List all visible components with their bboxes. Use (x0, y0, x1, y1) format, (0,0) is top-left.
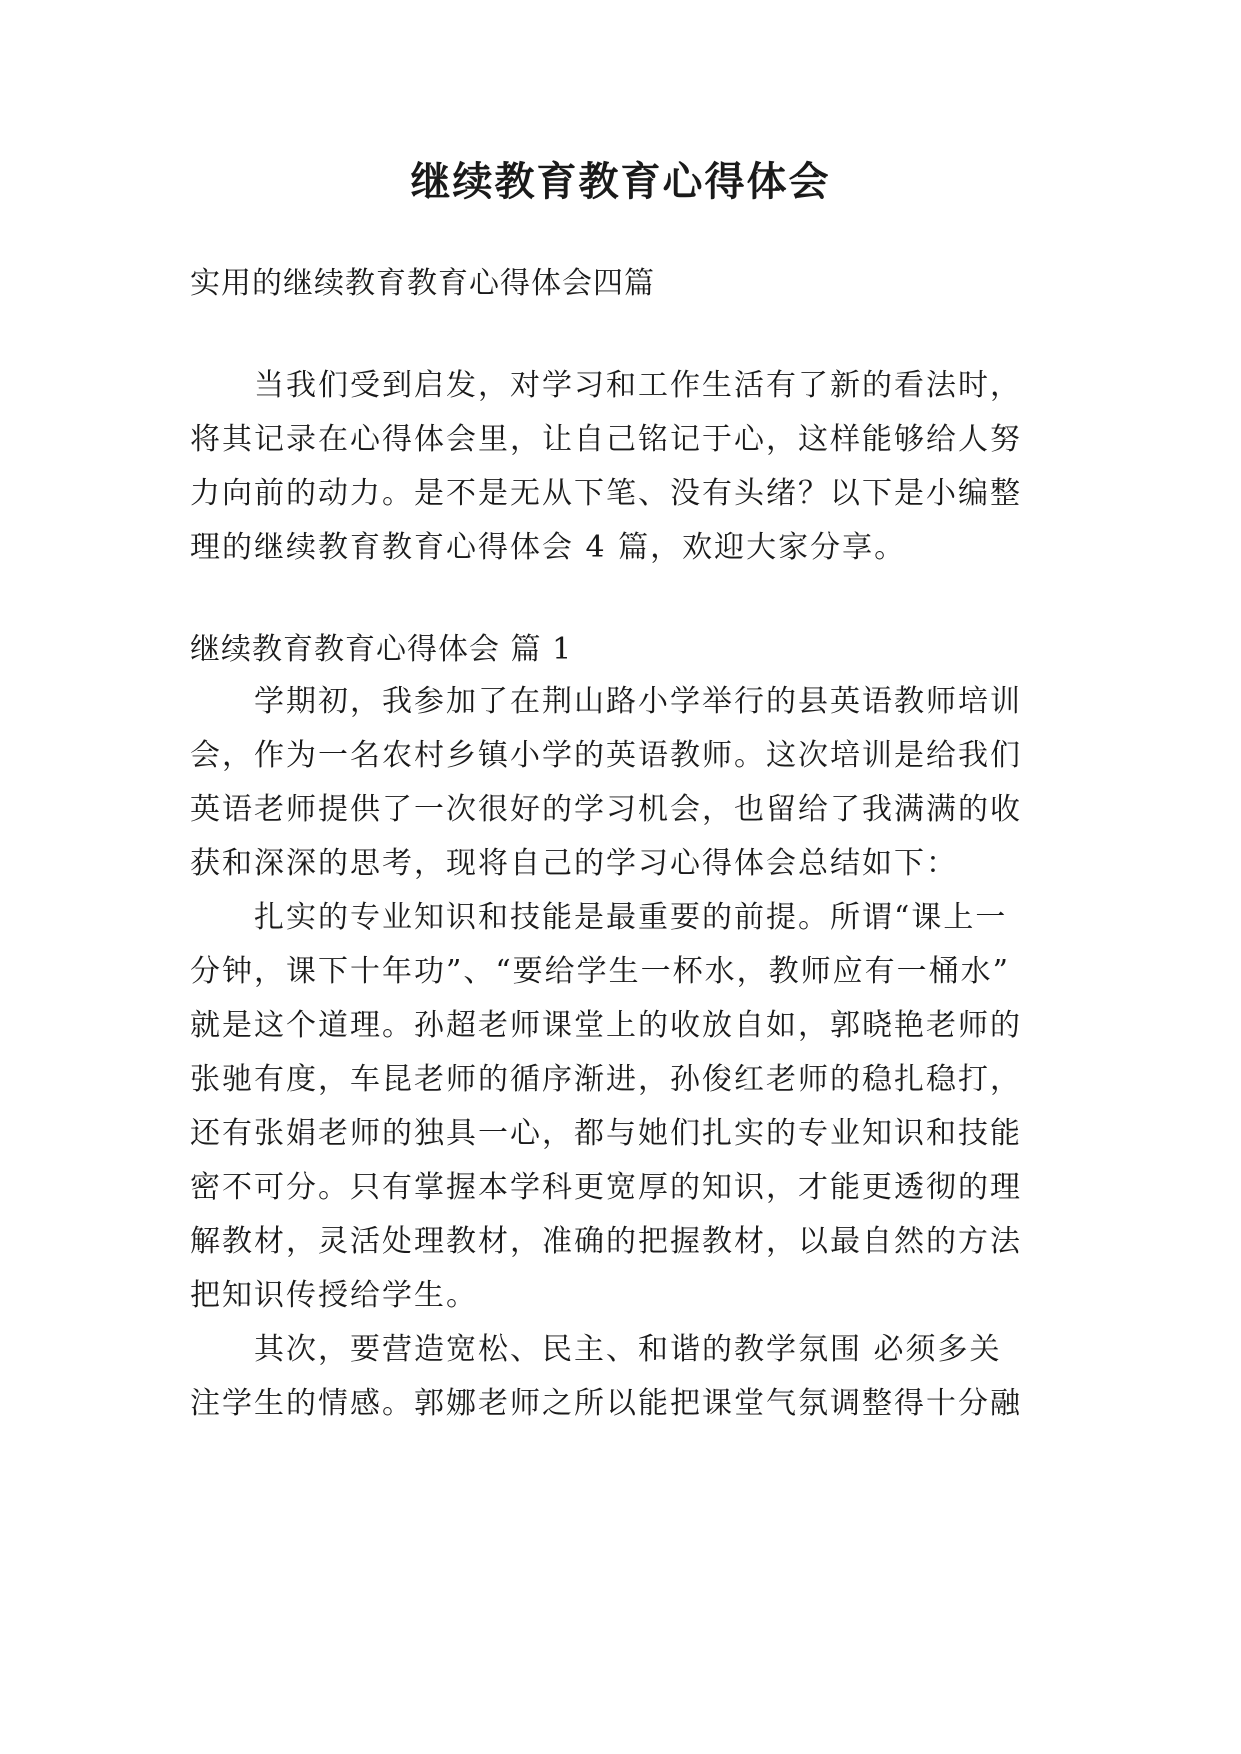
section-heading: 继续教育教育心得体会 篇 1 (190, 632, 573, 667)
intro-line-1: 当我们受到启发，对学习和工作生活有了新的看法时， (190, 368, 1022, 403)
intro-line-2: 将其记录在心得体会里，让自己铭记于心，这样能够给人努 (190, 422, 1022, 457)
body-line-13: 其次，要营造宽松、民主、和谐的教学氛围 必须多关 (190, 1332, 1002, 1367)
body-line-12: 把知识传授给学生。 (190, 1278, 478, 1313)
body-line-2: 会，作为一名农村乡镇小学的英语教师。这次培训是给我们 (190, 738, 1022, 773)
body-line-9: 还有张娟老师的独具一心，都与她们扎实的专业知识和技能 (190, 1116, 1022, 1151)
body-line-6: 分钟，课下十年功”、“要给学生一杯水，教师应有一桶水” (190, 954, 1011, 989)
body-line-10: 密不可分。只有掌握本学科更宽厚的知识，才能更透彻的理 (190, 1170, 1022, 1205)
body-line-1: 学期初，我参加了在荆山路小学举行的县英语教师培训 (190, 684, 1022, 719)
body-line-3: 英语老师提供了一次很好的学习机会，也留给了我满满的收 (190, 792, 1022, 827)
body-line-4: 获和深深的思考，现将自己的学习心得体会总结如下： (190, 846, 958, 881)
body-line-14: 注学生的情感。郭娜老师之所以能把课堂气氛调整得十分融 (190, 1386, 1022, 1421)
body-line-11: 解教材，灵活处理教材，准确的把握教材，以最自然的方法 (190, 1224, 1022, 1259)
intro-line-4: 理的继续教育教育心得体会 4 篇，欢迎大家分享。 (190, 530, 907, 565)
document-title: 继续教育教育心得体会 (410, 159, 831, 205)
document-subtitle: 实用的继续教育教育心得体会四篇 (190, 266, 655, 301)
body-line-5: 扎实的专业知识和技能是最重要的前提。所谓“课上一 (190, 900, 1008, 935)
body-line-7: 就是这个道理。孙超老师课堂上的收放自如，郭晓艳老师的 (190, 1008, 1022, 1043)
intro-line-3: 力向前的动力。是不是无从下笔、没有头绪？以下是小编整 (190, 476, 1022, 511)
body-line-8: 张驰有度，车昆老师的循序渐进，孙俊红老师的稳扎稳打， (190, 1062, 1022, 1097)
